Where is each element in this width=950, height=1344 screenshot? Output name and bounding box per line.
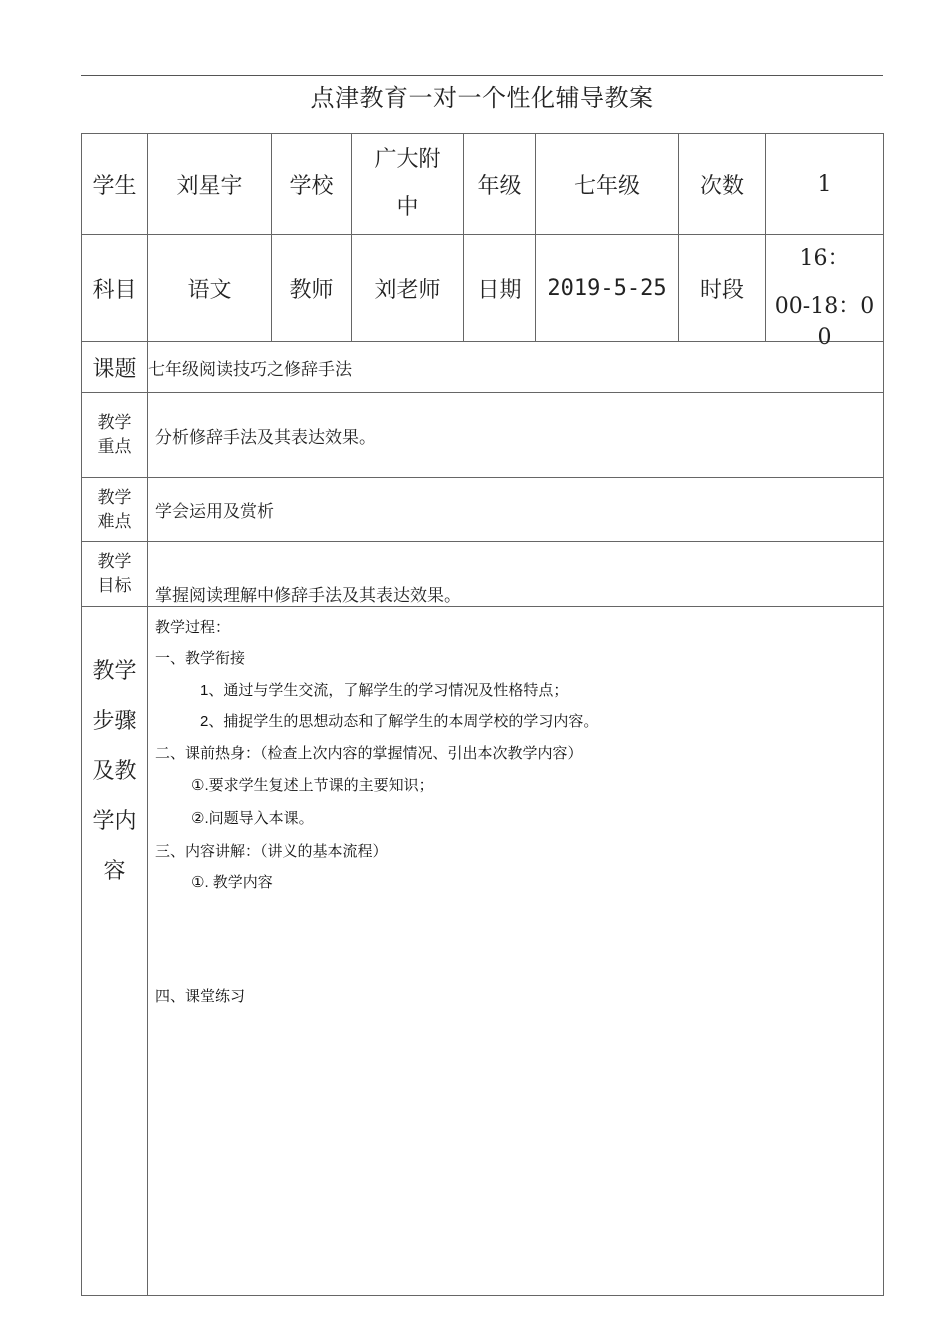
- steps-label-line2: 步骤: [92, 709, 137, 734]
- steps-label-line4: 学内: [92, 809, 137, 834]
- focus-row: [82, 393, 884, 478]
- period-value: [766, 235, 884, 350]
- focus-label-line2: 重点: [97, 437, 132, 457]
- lesson-plan-table: [81, 133, 884, 1296]
- steps-label-line1: 教学: [92, 659, 137, 684]
- date-value: 2019-5-25: [536, 235, 679, 342]
- school-value-line1: 广大附: [374, 147, 441, 172]
- topic-row: [82, 342, 884, 393]
- goal-row: [82, 542, 884, 607]
- steps-row: [82, 607, 884, 1296]
- subject-label: 科目: [82, 235, 148, 342]
- goal-value-cell: [148, 542, 884, 607]
- grade-value: 七年级: [536, 134, 679, 235]
- goal-label: [82, 542, 148, 607]
- period-line1: 16：: [799, 246, 850, 271]
- teacher-value: 刘老师: [352, 235, 464, 342]
- step-2-item-1: ①.要求学生复述上节课的主要知识；: [191, 777, 434, 794]
- info-row-2: [82, 235, 884, 342]
- info-row-1: [82, 134, 884, 235]
- difficulty-row: [82, 478, 884, 542]
- school-value: [352, 134, 464, 235]
- subject-value: 语文: [148, 235, 272, 342]
- difficulty-label: [82, 478, 148, 542]
- student-value: 刘星宇: [148, 134, 272, 235]
- steps-label-line3: 及教: [92, 759, 137, 784]
- page-title: 点津教育一对一个性化辅导教案: [310, 84, 654, 112]
- goal-label-line1: 教学: [97, 552, 132, 572]
- difficulty-label-line1: 教学: [97, 487, 132, 508]
- step-4-heading: 四、课堂练习: [155, 988, 246, 1005]
- date-label: 日期: [464, 235, 536, 342]
- step-1-heading: 一、教学衔接: [155, 650, 246, 667]
- focus-value: 分析修辞手法及其表达效果。: [148, 393, 884, 478]
- student-label: 学生: [82, 134, 148, 235]
- topic-value: 七年级阅读技巧之修辞手法: [148, 342, 884, 393]
- step-3-heading: 三、内容讲解：（讲义的基本流程）: [155, 843, 388, 860]
- top-rule: [81, 75, 883, 76]
- school-value-line2: 中: [396, 195, 419, 220]
- topic-label: 课题: [82, 342, 148, 393]
- step-2-item-2: ②.问题导入本课。: [191, 810, 314, 827]
- step-1-item-2: 2、捕捉学生的思想动态和了解学生的本周学校的学习内容。: [200, 713, 599, 730]
- difficulty-value: 学会运用及赏析: [148, 478, 884, 542]
- step-3-item-1: ①. 教学内容: [191, 874, 273, 891]
- period-line2: 00-18：0: [774, 294, 875, 319]
- count-label: 次数: [679, 134, 766, 235]
- period-line3: 0: [817, 325, 832, 350]
- period-label: 时段: [679, 235, 766, 342]
- process-heading: 教学过程：: [155, 619, 231, 636]
- goal-label-line2: 目标: [97, 576, 132, 596]
- step-2-heading: 二、课前热身：（检查上次内容的掌握情况、引出本次教学内容）: [155, 745, 583, 762]
- teacher-label: 教师: [272, 235, 352, 342]
- grade-label: 年级: [464, 134, 536, 235]
- step-1-item-1: 1、通过与学生交流，了解学生的学习情况及性格特点；: [200, 682, 569, 699]
- steps-label: [82, 607, 148, 1296]
- count-value: 1: [766, 134, 884, 235]
- school-label: 学校: [272, 134, 352, 235]
- steps-label-line5: 容: [103, 859, 126, 884]
- goal-value: 掌握阅读理解中修辞手法及其表达效果。: [155, 586, 461, 606]
- focus-label-line1: 教学: [97, 413, 132, 433]
- difficulty-label-line2: 难点: [97, 511, 132, 532]
- steps-content: [148, 607, 884, 1296]
- focus-label: [82, 393, 148, 478]
